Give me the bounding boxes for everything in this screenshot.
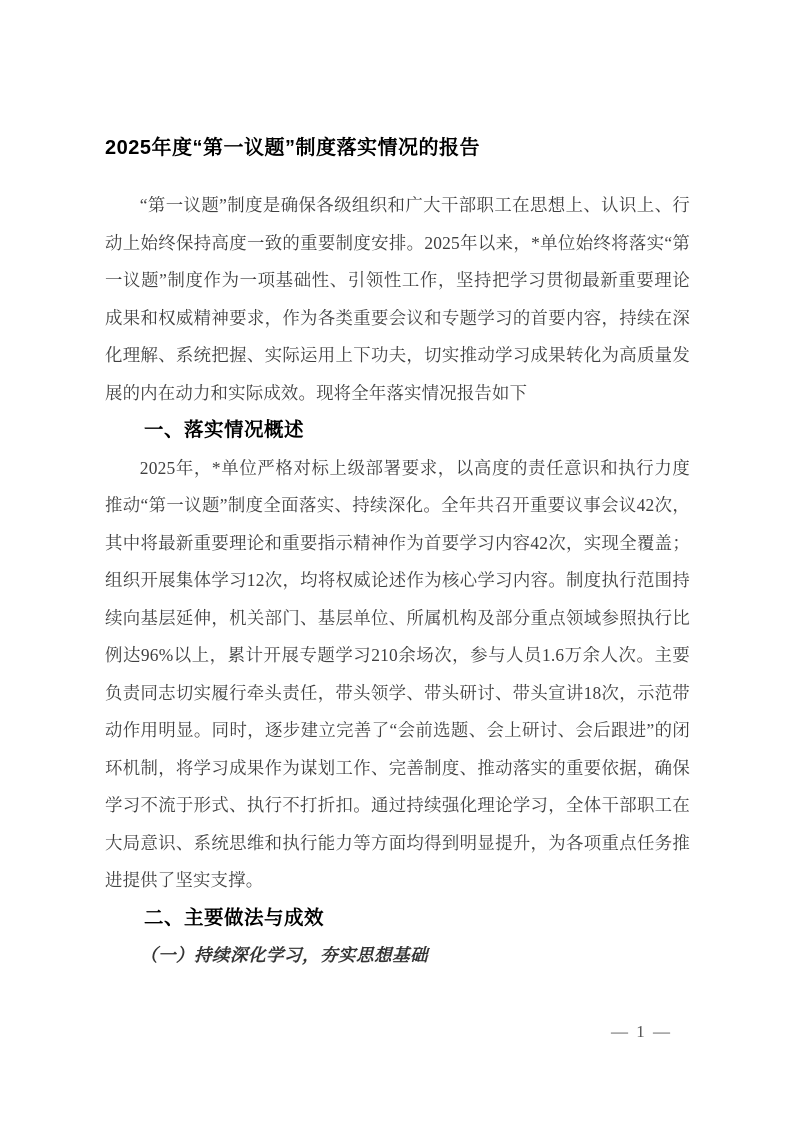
document-title: 2025年度“第一议题”制度落实情况的报告 <box>105 137 480 159</box>
subsection-2-1-heading: （一）持续深化学习，夯实思想基础 <box>140 945 428 965</box>
intro-paragraph: “第一议题”制度是确保各级组织和广大干部职工在思想上、认识上、行动上始终保持高度一致的重要制度安排。2025年以来，*单位始终将落实“第一议题”制度作为一项基础性、引领性工作，坚持把学习贯彻最新重要理论成果和权威精神要求，作为各类重要会议和专题学习的首要内容，持续在深化理解、系统把握、实际运用上下功夫，切实推动学习成果转化为高质量发展的内在动力和实际成效。现将全年落实情况报告如下 <box>105 195 690 403</box>
section-1-heading: 一、落实情况概述 <box>144 419 305 441</box>
page-number: — 1 — <box>611 1022 672 1041</box>
section-2-heading: 二、主要做法与成效 <box>144 906 325 929</box>
section-1-paragraph: 2025年，*单位严格对标上级部署要求，以高度的责任意识和执行力度推动“第一议题”制度全面落实、持续深化。全年共召开重要议事会议42次，其中将最新重要理论和重要指示精神作为首要学习内容42次，实现全覆盖；组织开展集体学习12次，均将权威论述作为核心学习内容。制度执行范围持续向基层延伸，机关部门、基层单位、所属机构及部分重点领域参照执行比例达96%以上，累计开展专题学习210余场次，参与人员1.6万余人次。主要负责同志切实履行牵头责任，带头领学、带头研讨、带头宣讲18次，示范带动作用明显。同时，逐步建立完善了“会前选题、会上研讨、会后跟进”的闭环机制，将学习成果作为谋划工作、完善制度、推动落实的重要依据，确保学习不流于形式、执行不打折扣。通过持续强化理论学习，全体干部职工在大局意识、系统思维和执行能力等方面均得到明显提升，为各项重点任务推进提供了坚实支撑。 <box>105 457 690 890</box>
